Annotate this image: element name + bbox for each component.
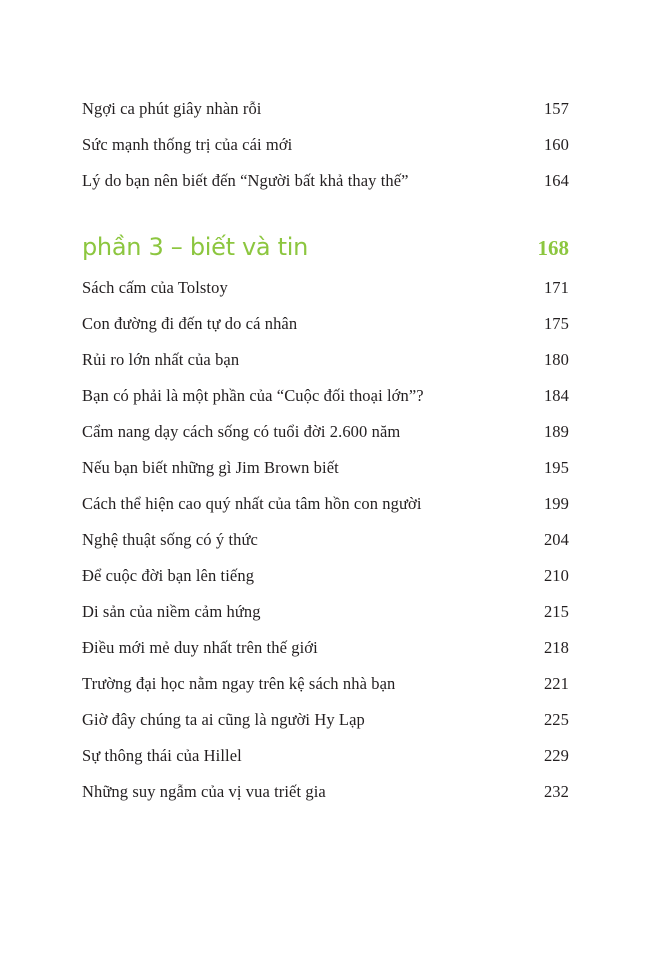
toc-entry-title: Rủi ro lớn nhất của bạn bbox=[82, 350, 240, 369]
toc-entry-title: Ngợi ca phút giây nhàn rỗi bbox=[82, 99, 262, 118]
toc-entry bbox=[82, 347, 569, 373]
toc-entry bbox=[82, 419, 569, 445]
toc-entry bbox=[82, 671, 569, 697]
toc-entry-page: 232 bbox=[543, 782, 569, 801]
toc-entry-page: 204 bbox=[543, 530, 569, 549]
toc-entry-title: Con đường đi đến tự do cá nhân bbox=[82, 314, 298, 333]
toc-entry bbox=[82, 743, 569, 769]
toc-entry bbox=[82, 491, 569, 517]
toc-entry-title: Lý do bạn nên biết đến “Người bất khả thay thế” bbox=[82, 171, 409, 190]
toc-entry-page: 229 bbox=[543, 746, 569, 765]
toc-entry-page: 157 bbox=[543, 99, 569, 118]
toc-entry-page: 184 bbox=[543, 386, 569, 405]
toc-entry bbox=[82, 275, 569, 301]
toc-entry-page: 195 bbox=[543, 458, 569, 477]
toc-entry bbox=[82, 168, 569, 194]
toc-entry-page: 225 bbox=[543, 710, 569, 729]
toc-entry-title: Nghệ thuật sống có ý thức bbox=[82, 530, 258, 549]
toc-entry bbox=[82, 707, 569, 733]
toc-entry-page: 199 bbox=[543, 494, 569, 513]
toc-entry bbox=[82, 599, 569, 625]
toc-entry-page: 218 bbox=[543, 638, 569, 657]
toc-entry-page: 215 bbox=[543, 602, 569, 621]
toc-entry-title: Sức mạnh thống trị của cái mới bbox=[82, 135, 293, 154]
toc-entry bbox=[82, 527, 569, 553]
toc-entry bbox=[82, 311, 569, 337]
toc-entry-title: Nếu bạn biết những gì Jim Brown biết bbox=[82, 458, 339, 477]
toc-entry-page: 221 bbox=[543, 674, 569, 693]
toc-entry bbox=[82, 563, 569, 589]
toc-entry-title: Sách cấm của Tolstoy bbox=[82, 278, 228, 297]
section-page-number: 168 bbox=[537, 236, 569, 260]
toc-entry-title: Di sản của niềm cảm hứng bbox=[82, 602, 261, 621]
toc-entry-title: Cách thể hiện cao quý nhất của tâm hồn con người bbox=[82, 494, 422, 513]
toc-entry-title: Bạn có phải là một phần của “Cuộc đối thoại lớn”? bbox=[82, 386, 424, 405]
toc-entry-title: Trường đại học nằm ngay trên kệ sách nhà bạn bbox=[82, 674, 396, 693]
toc-entry-title: Giờ đây chúng ta ai cũng là người Hy Lạp bbox=[82, 710, 365, 729]
toc-entry bbox=[82, 455, 569, 481]
toc-entry-title: Điều mới mẻ duy nhất trên thế giới bbox=[82, 638, 318, 657]
toc-entry-page: 160 bbox=[543, 135, 569, 154]
toc-entry bbox=[82, 779, 569, 805]
toc-entry bbox=[82, 132, 569, 158]
toc-entry-page: 210 bbox=[543, 566, 569, 585]
toc-entry-title: Những suy ngẫm của vị vua triết gia bbox=[82, 782, 326, 801]
toc-entry bbox=[82, 96, 569, 122]
section-title: phần 3 – biết và tin bbox=[82, 233, 309, 261]
toc-entry-title: Sự thông thái của Hillel bbox=[82, 746, 242, 765]
toc-entry-page: 189 bbox=[543, 422, 569, 441]
toc-entry-page: 164 bbox=[543, 171, 569, 190]
toc-entry-page: 180 bbox=[543, 350, 569, 369]
toc-entry-page: 171 bbox=[543, 278, 569, 297]
section-heading bbox=[82, 229, 569, 265]
toc-entry bbox=[82, 383, 569, 409]
toc-entry-title: Để cuộc đời bạn lên tiếng bbox=[82, 566, 255, 585]
toc-entry-title: Cẩm nang dạy cách sống có tuổi đời 2.600 năm bbox=[82, 422, 401, 441]
toc-entry bbox=[82, 635, 569, 661]
toc-entry-page: 175 bbox=[543, 314, 569, 333]
